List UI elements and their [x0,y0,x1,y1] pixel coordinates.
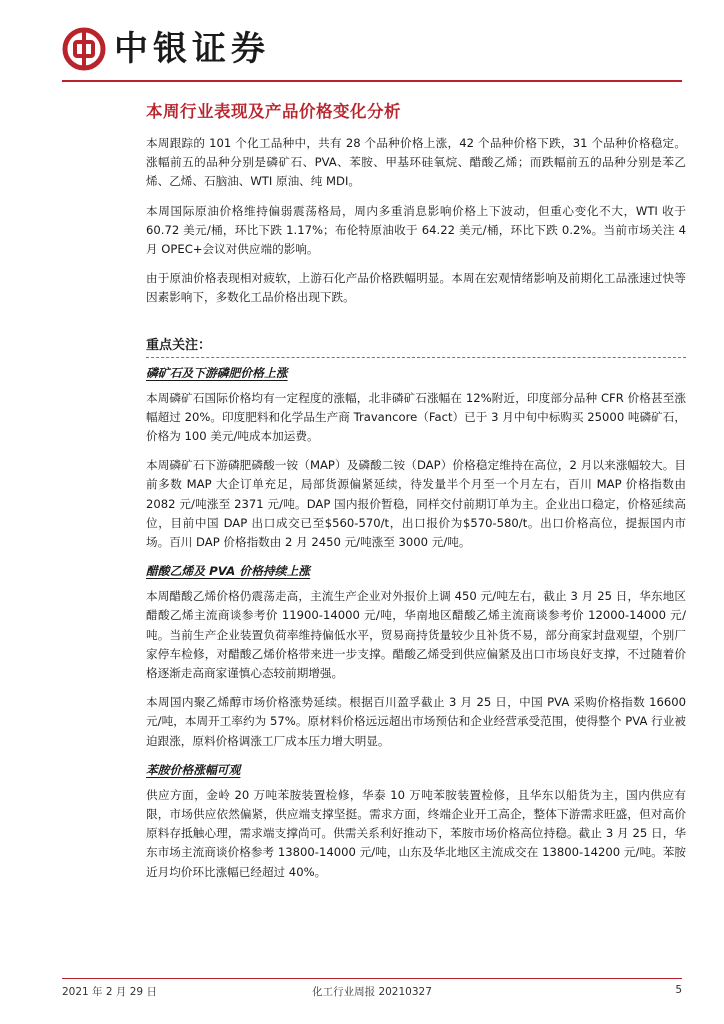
body-paragraph: 本周磷矿石国际价格均有一定程度的涨幅，北非磷矿石涨幅在 12%附近，印度部分品种 CFR 价格甚至涨幅超过 20%。印度肥料和化学品生产商 Travancore（Fact）已于 3 月中旬中标购买 25000 吨磷矿石，价格为 100 美元/吨成本加运费。 [146,390,686,444]
subsection-title: 苯胺价格涨幅可观 [146,762,241,777]
page-header [62,27,682,73]
footer-report-name: 化工行业周报 20210327 [312,986,432,998]
page-number: 5 [675,984,682,996]
footer-date: 2021 年 2 月 29 日 [62,986,157,998]
body-paragraph: 本周醋酸乙烯价格仍震荡走高，主流生产企业对外报价上调 450 元/吨左右，截止 3 月 25 日，华东地区醋酸乙烯主流商谈参考价 11900-14000 元/吨，华南地区醋酸乙烯主流商谈参考价 12000-14000 元/吨。当前生产企业装置负荷率维持偏低水平，贸易商持货量较少且补货不易，部分商家封盘观望，个别厂家停车检修，对醋酸乙烯价格带来进一步支撑。醋酸乙烯受到供应偏紧及出口市场良好支撑，不过随着价格逐渐走高商家谨慎心态较前期增强。 [146,589,686,681]
intro-paragraph: 本周跟踪的 101 个化工品种中，共有 28 个品种价格上涨，42 个品种价格下跌，31 个品种价格稳定。涨幅前五的品种分别是磷矿石、PVA、苯胺、甲基环硅氧烷、醋酸乙烯；而跌幅前五的品种分别是苯乙烯、乙烯、石脑油、WTI 原油、纯 MDI。 [146,136,686,189]
subsection-title: 磷矿石及下游磷肥价格上涨 [146,365,288,380]
focus-divider [146,357,686,358]
body-paragraph: 本周国内聚乙烯醇市场价格涨势延续。根据百川盈孚截止 3 月 25 日，中国 PVA 采购价格指数 16600 元/吨，本周开工率约为 57%。原材料价格远远超出市场预估和企业经营承受范围，使得整个 PVA 行业被迫跟涨，原料价格调涨工厂成本压力增大明显。 [146,695,686,748]
intro-paragraph: 本周国际原油价格维持偏弱震荡格局，周内多重消息影响价格上下波动，但重心变化不大，WTI 收于 60.72 美元/桶，环比下跌 1.17%；布伦特原油收于 64.22 美元/桶，环比下跌 0.2%。当前市场关注 4 月 OPEC+会议对供应端的影响。 [146,203,686,257]
body-paragraph: 供应方面，金岭 20 万吨苯胺装置检修，华泰 10 万吨苯胺装置检修，且华东以船货为主，国内供应有限，市场供应依然偏紧，供应端支撑坚挺。需求方面，终端企业开工高企，整体下游需求旺盛，但对高价原料存抵触心理，需求端支撑尚可。供需关系利好推动下，苯胺市场价格高位持稳。截止 3 月 25 日，华东市场主流商谈价格参考 13800-14000 元/吨，山东及华北地区主流成交在 13800-14200 元/吨。苯胺近月均价环比涨幅已经超过 40%。 [146,787,686,879]
subsection-title: 醋酸乙烯及 PVA 价格持续上涨 [146,564,311,579]
bank-of-china-logo-icon [62,27,106,71]
intro-paragraph: 由于原油价格表现相对疲软，上游石化产品价格跌幅明显。本周在宏观情绪影响及前期化工品涨速过快等因素影响下，多数化工品价格出现下跌。 [146,271,686,305]
section-title: 本周行业表现及产品价格变化分析 [146,102,401,121]
header-divider [62,80,682,82]
page-footer [62,984,682,1000]
focus-heading: 重点关注： [146,337,212,353]
footer-divider [62,978,682,979]
body-paragraph: 本周磷矿石下游磷肥磷酸一铵（MAP）及磷酸二铵（DAP）价格稳定维持在高位，2 月以来涨幅较大。目前多数 MAP 大企订单充足，局部货源偏紧延续，待发量半个月至一个月左右，百川 MAP 价格指数由 2082 元/吨涨至 2371 元/吨。DAP 国内报价暂稳，同样交付前期订单为主。企业出口稳定，价格延续高位，目前中国 DAP 出口成交已至$560-570/t，出口报价为$570-580/t。出口价格高位，提振国内市场。百川 DAP 价格指数由 2 月 2450 元/吨涨至 3000 元/吨。 [146,458,686,550]
brand-name: 中银证券 [114,29,270,69]
report-body [146,134,686,892]
